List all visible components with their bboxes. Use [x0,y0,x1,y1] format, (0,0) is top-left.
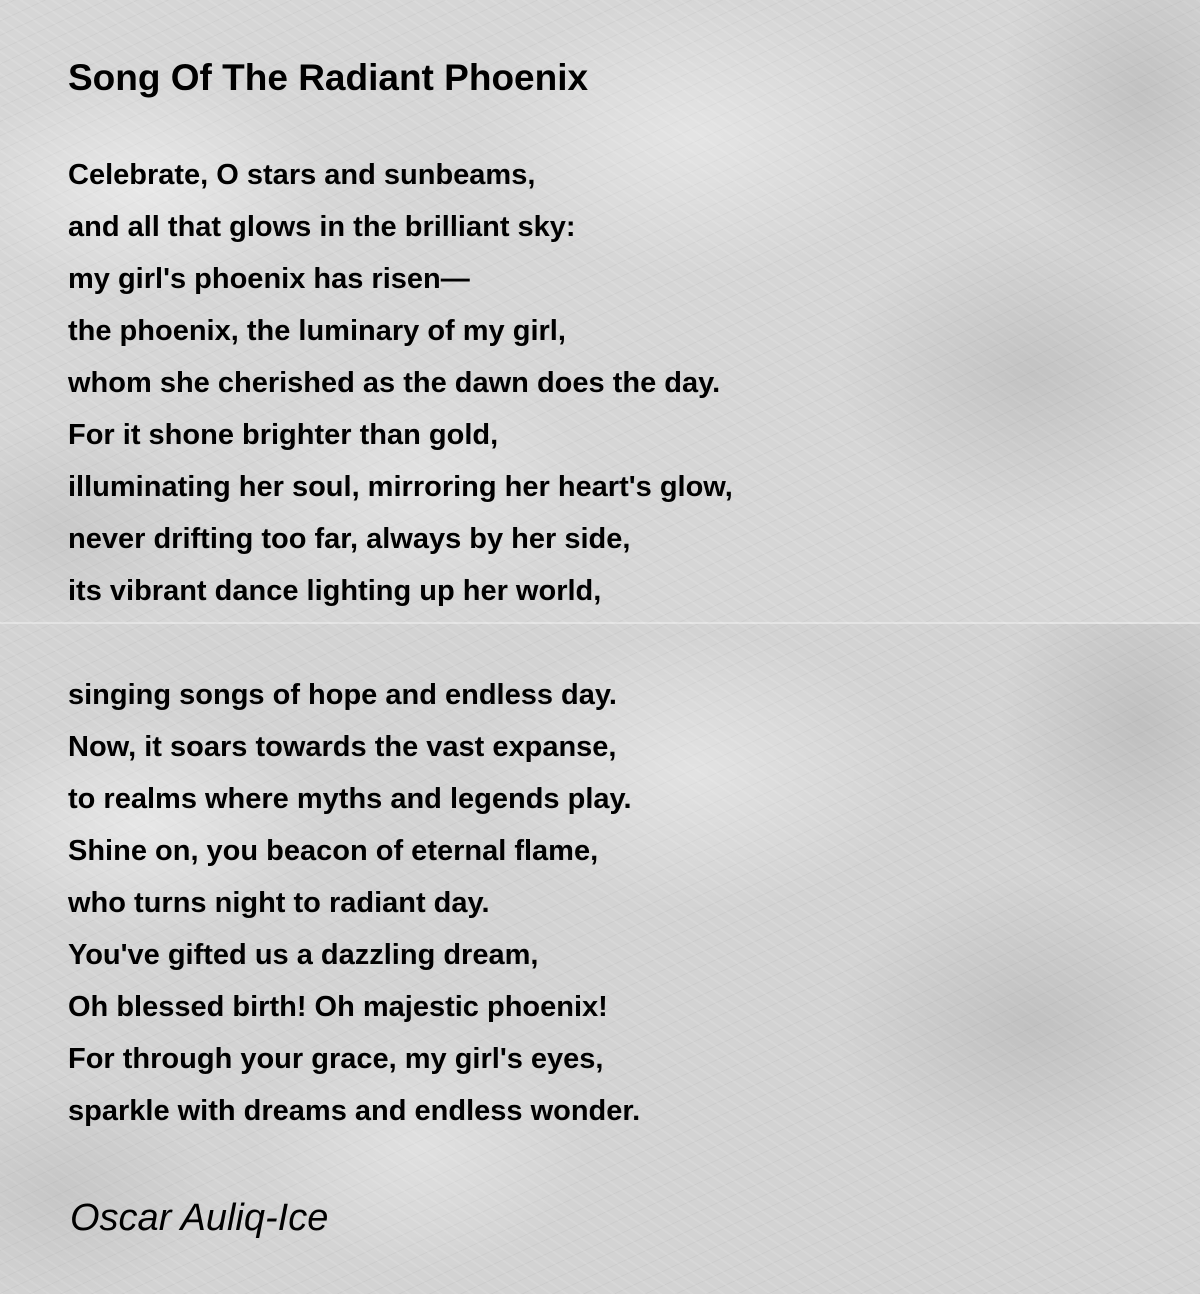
poem-line: never drifting too far, always by her side, [68,523,631,555]
poem-line: You've gifted us a dazzling dream, [68,939,539,971]
poem-line: and all that glows in the brilliant sky: [68,211,576,243]
poem-line: For through your grace, my girl's eyes, [68,1043,604,1075]
poem-line: illuminating her soul, mirroring her heart's glow, [68,471,733,503]
poem-title: Song Of The Radiant Phoenix [68,57,589,98]
stanza-1 [68,152,733,620]
poem-line: who turns night to radiant day. [68,887,490,919]
poem-line: Shine on, you beacon of eternal flame, [68,835,599,867]
panel-divider [0,622,1200,624]
stanza-2 [68,672,640,1140]
poem-author: Oscar Auliq-Ice [70,1197,329,1239]
poem-line: my girl's phoenix has risen— [68,263,470,295]
poem-line: Oh blessed birth! Oh majestic phoenix! [68,991,608,1023]
poem-line: to realms where myths and legends play. [68,783,632,815]
poem-line: sparkle with dreams and endless wonder. [68,1095,641,1127]
poem-line: singing songs of hope and endless day. [68,679,617,711]
poem-line: its vibrant dance lighting up her world, [68,575,602,607]
poem-line: whom she cherished as the dawn does the day. [68,367,721,399]
poem-line: Celebrate, O stars and sunbeams, [68,159,536,191]
poem-line: Now, it soars towards the vast expanse, [68,731,617,763]
poem-line: the phoenix, the luminary of my girl, [68,315,566,347]
poem-line: For it shone brighter than gold, [68,419,499,451]
